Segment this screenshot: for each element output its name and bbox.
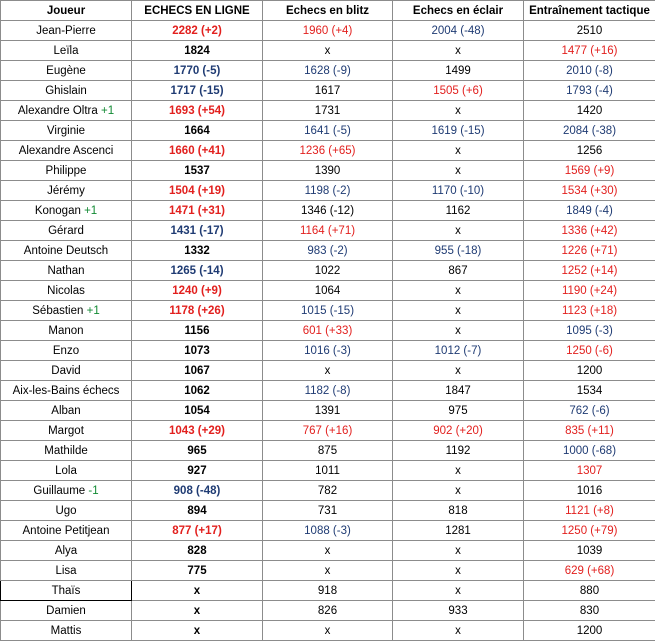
player-name: Jean-Pierre (36, 24, 96, 37)
player-name: Jérémy (47, 184, 85, 197)
rating-blitz: x (263, 561, 393, 581)
player-name: Nathan (47, 264, 85, 277)
rating-eclair: x (393, 321, 524, 341)
player-cell (1, 541, 132, 561)
table-row (1, 601, 655, 621)
table-row (1, 481, 655, 501)
rating-tactics: 1420 (524, 101, 655, 121)
rating-eclair: x (393, 621, 524, 641)
rating-tactics: 1256 (524, 141, 655, 161)
player-bonus: -1 (88, 484, 99, 497)
rating-tactics: 629 (+68) (524, 561, 655, 581)
rating-eclair: 1847 (393, 381, 524, 401)
rating-tactics: 1200 (524, 361, 655, 381)
rating-tactics: 1569 (+9) (524, 161, 655, 181)
rating-online: 1178 (+26) (132, 301, 263, 321)
table-row (1, 401, 655, 421)
player-name: Alexandre Oltra (17, 104, 98, 117)
rating-eclair: 2004 (-48) (393, 21, 524, 41)
player-name: Alban (51, 404, 81, 417)
rating-blitz: x (263, 541, 393, 561)
rating-blitz: 875 (263, 441, 393, 461)
player-name: Eugène (46, 64, 86, 77)
rating-online: 1073 (132, 341, 263, 361)
rating-tactics: 1016 (524, 481, 655, 501)
player-name: Antoine Petitjean (22, 524, 110, 537)
rating-tactics: 1793 (-4) (524, 81, 655, 101)
rating-online: 1062 (132, 381, 263, 401)
rating-eclair: x (393, 101, 524, 121)
rating-online: 1537 (132, 161, 263, 181)
player-name: Damien (46, 604, 86, 617)
table-row (1, 241, 655, 261)
rating-online: 1770 (-5) (132, 61, 263, 81)
table-row (1, 541, 655, 561)
rating-blitz: 1088 (-3) (263, 521, 393, 541)
rating-eclair: x (393, 361, 524, 381)
rating-tactics: 1039 (524, 541, 655, 561)
player-name: Antoine Deutsch (23, 244, 109, 257)
rating-online: x (132, 581, 263, 601)
rating-blitz: 767 (+16) (263, 421, 393, 441)
rating-blitz: 1164 (+71) (263, 221, 393, 241)
rating-blitz: 731 (263, 501, 393, 521)
table-row (1, 621, 655, 641)
player-cell (1, 321, 132, 341)
rating-tactics: 2010 (-8) (524, 61, 655, 81)
rating-online: 1156 (132, 321, 263, 341)
rating-tactics: 1226 (+71) (524, 241, 655, 261)
player-name: David (51, 364, 81, 377)
rating-eclair: x (393, 221, 524, 241)
rating-tactics: 830 (524, 601, 655, 621)
rating-online: 877 (+17) (132, 521, 263, 541)
table-body (1, 21, 655, 641)
rating-blitz: 1022 (263, 261, 393, 281)
player-name: Thaïs (51, 584, 81, 597)
player-cell (1, 141, 132, 161)
rating-online: 1067 (132, 361, 263, 381)
table-row (1, 121, 655, 141)
rating-eclair: 933 (393, 601, 524, 621)
player-name: Ghislain (45, 84, 87, 97)
table-row (1, 161, 655, 181)
rating-blitz: 1064 (263, 281, 393, 301)
player-cell (1, 201, 132, 221)
rating-blitz: x (263, 41, 393, 61)
header-echecs-en-blitz: Echecs en blitz (263, 1, 393, 21)
rating-online: 1504 (+19) (132, 181, 263, 201)
player-name: Aix-les-Bains échecs (12, 384, 120, 397)
table-row (1, 261, 655, 281)
rating-blitz: 1617 (263, 81, 393, 101)
rating-blitz: 1391 (263, 401, 393, 421)
player-name: Mattis (50, 624, 82, 637)
rating-eclair: 1192 (393, 441, 524, 461)
rating-eclair: x (393, 141, 524, 161)
rating-tactics: 1477 (+16) (524, 41, 655, 61)
player-cell (1, 561, 132, 581)
player-cell (1, 41, 132, 61)
rating-blitz: 1731 (263, 101, 393, 121)
table-row (1, 21, 655, 41)
player-bonus: +1 (86, 304, 100, 317)
rating-eclair: 975 (393, 401, 524, 421)
player-name: Manon (48, 324, 84, 337)
rating-blitz: 1390 (263, 161, 393, 181)
player-cell (1, 161, 132, 181)
rating-online: x (132, 601, 263, 621)
player-name: Virginie (46, 124, 86, 137)
player-cell (1, 221, 132, 241)
rating-online: 965 (132, 441, 263, 461)
table-row (1, 441, 655, 461)
table-row (1, 41, 655, 61)
player-cell (1, 461, 132, 481)
player-cell (1, 361, 132, 381)
player-name: Mathilde (44, 444, 88, 457)
player-cell (1, 121, 132, 141)
header-entrainement-tactique: Entraînement tactique (524, 1, 655, 21)
table-row (1, 421, 655, 441)
player-cell (1, 281, 132, 301)
player-cell (1, 621, 132, 641)
player-cell (1, 481, 132, 501)
header-echecs-en-eclair: Echecs en éclair (393, 1, 524, 21)
rating-blitz: 1236 (+65) (263, 141, 393, 161)
header-echecs-en-ligne: ECHECS EN LIGNE (132, 1, 263, 21)
player-name: Philippe (45, 164, 87, 177)
rating-eclair: x (393, 161, 524, 181)
rating-tactics: 1307 (524, 461, 655, 481)
player-cell (1, 21, 132, 41)
rating-blitz: 1011 (263, 461, 393, 481)
rating-tactics: 2084 (-38) (524, 121, 655, 141)
player-cell (1, 581, 132, 601)
rating-blitz: x (263, 361, 393, 381)
rating-tactics: 1000 (-68) (524, 441, 655, 461)
table-row (1, 561, 655, 581)
player-cell (1, 101, 132, 121)
rating-tactics: 1095 (-3) (524, 321, 655, 341)
rating-eclair: 1012 (-7) (393, 341, 524, 361)
rating-blitz: 782 (263, 481, 393, 501)
player-bonus: +1 (84, 204, 98, 217)
rating-blitz: 1016 (-3) (263, 341, 393, 361)
table-row (1, 281, 655, 301)
rating-eclair: 867 (393, 261, 524, 281)
rating-eclair: 902 (+20) (393, 421, 524, 441)
table-row (1, 201, 655, 221)
table-row (1, 181, 655, 201)
rating-online: 1332 (132, 241, 263, 261)
table-row (1, 501, 655, 521)
rating-blitz: x (263, 621, 393, 641)
table-row (1, 321, 655, 341)
rating-blitz: 1960 (+4) (263, 21, 393, 41)
player-cell (1, 381, 132, 401)
rating-blitz: 1182 (-8) (263, 381, 393, 401)
rating-tactics: 1250 (+79) (524, 521, 655, 541)
rating-blitz: 918 (263, 581, 393, 601)
rating-online: 1717 (-15) (132, 81, 263, 101)
rating-tactics: 880 (524, 581, 655, 601)
rating-tactics: 1252 (+14) (524, 261, 655, 281)
player-cell (1, 241, 132, 261)
rating-online: 1240 (+9) (132, 281, 263, 301)
player-cell (1, 521, 132, 541)
rating-eclair: x (393, 541, 524, 561)
rating-eclair: x (393, 581, 524, 601)
player-name: Konogan (34, 204, 81, 217)
rating-online: x (132, 621, 263, 641)
rating-online: 2282 (+2) (132, 21, 263, 41)
rating-eclair: 1499 (393, 61, 524, 81)
player-name: Ugo (55, 504, 77, 517)
rating-online: 1043 (+29) (132, 421, 263, 441)
rating-eclair: 1170 (-10) (393, 181, 524, 201)
rating-tactics: 1250 (-6) (524, 341, 655, 361)
rating-eclair: x (393, 481, 524, 501)
player-cell (1, 341, 132, 361)
rating-tactics: 1200 (524, 621, 655, 641)
table-row (1, 521, 655, 541)
rating-eclair: 1162 (393, 201, 524, 221)
player-name: Lisa (55, 564, 77, 577)
player-name: Alexandre Ascenci (18, 144, 114, 157)
header-joueur: Joueur (1, 1, 132, 21)
player-cell (1, 421, 132, 441)
table-row (1, 221, 655, 241)
rating-online: 1693 (+54) (132, 101, 263, 121)
table-row (1, 61, 655, 81)
player-cell (1, 301, 132, 321)
player-name: Lola (55, 464, 77, 477)
rating-blitz: 1015 (-15) (263, 301, 393, 321)
player-name: Leïla (53, 44, 79, 57)
table-row (1, 381, 655, 401)
player-cell (1, 601, 132, 621)
rating-online: 1431 (-17) (132, 221, 263, 241)
table-row (1, 581, 655, 601)
table-row (1, 341, 655, 361)
player-cell (1, 501, 132, 521)
rating-online: 828 (132, 541, 263, 561)
rating-tactics: 1849 (-4) (524, 201, 655, 221)
rating-tactics: 2510 (524, 21, 655, 41)
rating-online: 1660 (+41) (132, 141, 263, 161)
rating-blitz: 1641 (-5) (263, 121, 393, 141)
rating-eclair: 1281 (393, 521, 524, 541)
rating-tactics: 1121 (+8) (524, 501, 655, 521)
table-row (1, 81, 655, 101)
table-row (1, 461, 655, 481)
rating-online: 775 (132, 561, 263, 581)
player-name: Sébastien (32, 304, 84, 317)
table-row (1, 301, 655, 321)
rating-tactics: 1123 (+18) (524, 301, 655, 321)
header-row (1, 1, 655, 21)
rating-eclair: x (393, 561, 524, 581)
player-name: Gérard (48, 224, 84, 237)
rating-blitz: 1198 (-2) (263, 181, 393, 201)
rating-tactics: 1336 (+42) (524, 221, 655, 241)
player-bonus: +1 (100, 104, 115, 117)
player-cell (1, 181, 132, 201)
rating-eclair: 818 (393, 501, 524, 521)
rating-blitz: 1346 (-12) (263, 201, 393, 221)
rating-tactics: 1534 (+30) (524, 181, 655, 201)
player-cell (1, 261, 132, 281)
rating-blitz: 1628 (-9) (263, 61, 393, 81)
rating-eclair: x (393, 281, 524, 301)
player-cell (1, 441, 132, 461)
rating-online: 1824 (132, 41, 263, 61)
table-row (1, 101, 655, 121)
rating-online: 1664 (132, 121, 263, 141)
player-cell (1, 401, 132, 421)
rating-eclair: 1505 (+6) (393, 81, 524, 101)
rating-eclair: x (393, 41, 524, 61)
player-cell (1, 61, 132, 81)
rating-online: 1471 (+31) (132, 201, 263, 221)
rating-eclair: x (393, 461, 524, 481)
rating-eclair: 955 (-18) (393, 241, 524, 261)
rating-online: 1054 (132, 401, 263, 421)
rating-tactics: 835 (+11) (524, 421, 655, 441)
rating-online: 927 (132, 461, 263, 481)
table-row (1, 361, 655, 381)
rating-online: 894 (132, 501, 263, 521)
player-cell (1, 81, 132, 101)
rating-eclair: x (393, 301, 524, 321)
rating-blitz: 826 (263, 601, 393, 621)
rating-tactics: 762 (-6) (524, 401, 655, 421)
player-name: Guillaume (33, 484, 86, 497)
player-name: Alya (54, 544, 78, 557)
rating-eclair: 1619 (-15) (393, 121, 524, 141)
player-name: Nicolas (47, 284, 85, 297)
rating-tactics: 1534 (524, 381, 655, 401)
rating-online: 908 (-48) (132, 481, 263, 501)
rating-blitz: 601 (+33) (263, 321, 393, 341)
player-name: Margot (48, 424, 84, 437)
player-name: Enzo (52, 344, 80, 357)
table-header (1, 1, 655, 21)
rating-online: 1265 (-14) (132, 261, 263, 281)
rating-blitz: 983 (-2) (263, 241, 393, 261)
rating-tactics: 1190 (+24) (524, 281, 655, 301)
table-row (1, 141, 655, 161)
